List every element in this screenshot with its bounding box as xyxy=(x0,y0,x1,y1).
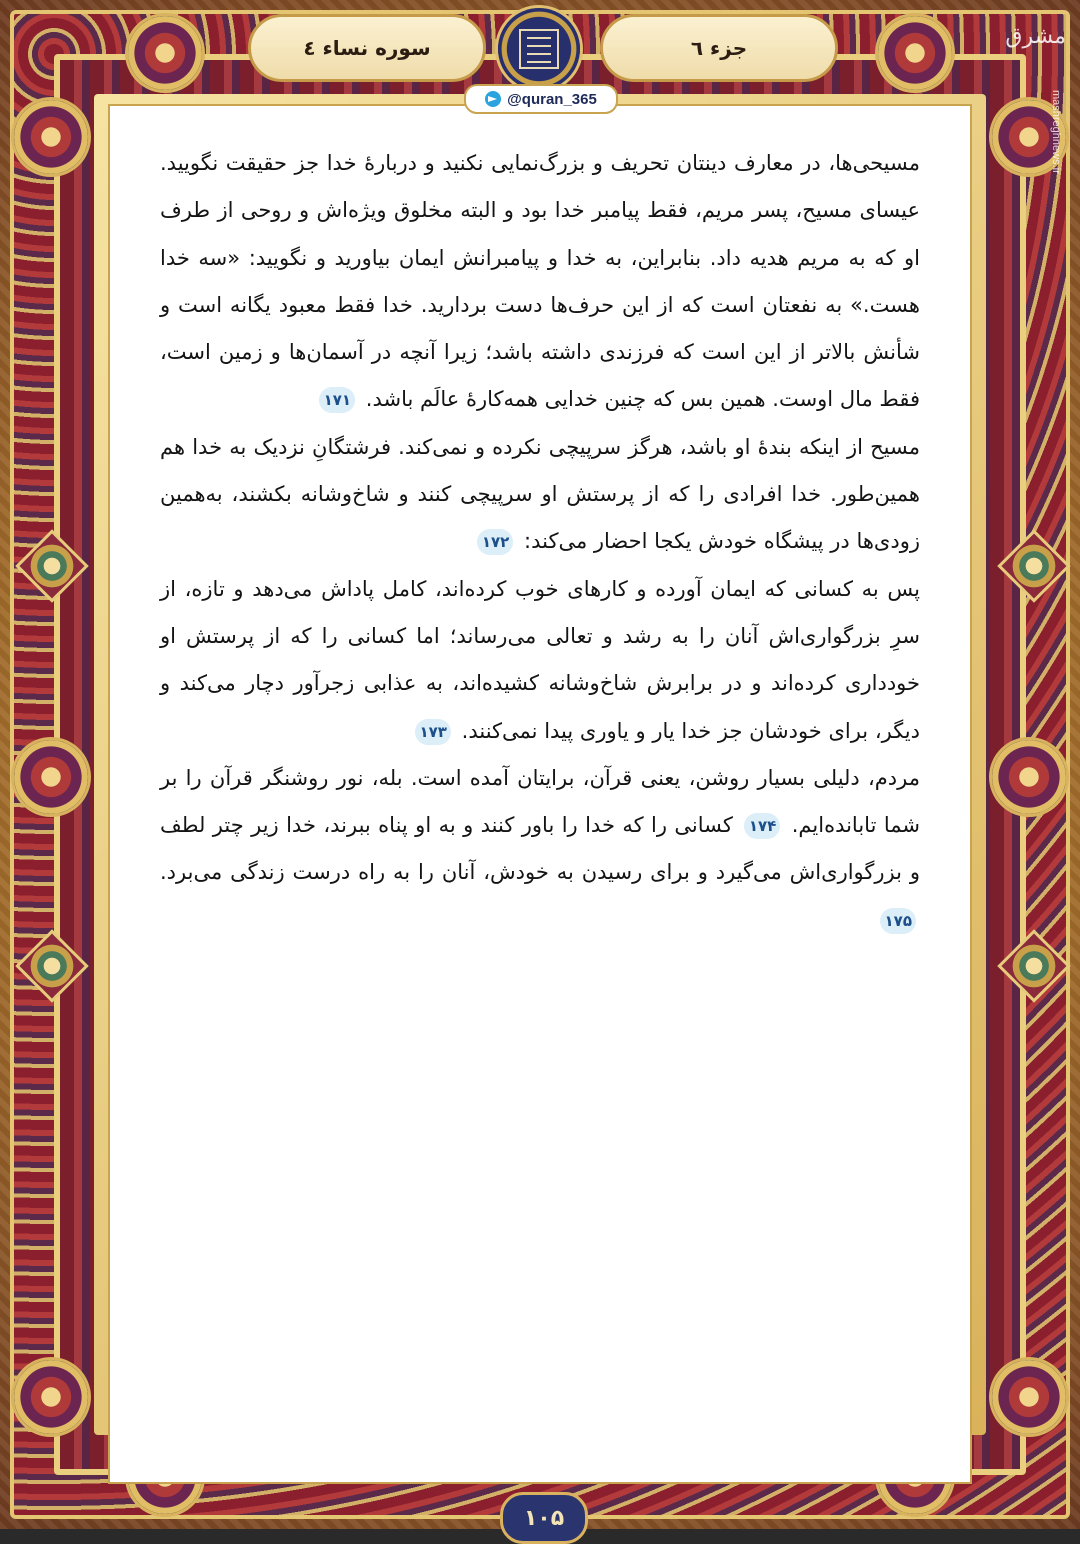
paragraph-text: پس به کسانی که ایمان آورده و کارهای خوب کرده‌اند، کامل پاداش می‌دهد و تازه، از سرِ بزرگواری‌اش آنان را به رشد و تعالی می‌رساند؛ اما کسانی را که از پرستش او خودداری کرده‌اند و در برابرش شاخ‌وشانه کشیده‌اند، به عذابی زجرآور دچار می‌کند و دیگر، برای خودشان جز خدا یار و یاوری پیدا نمی‌کنند. xyxy=(160,576,920,743)
channel-handle: @quran_365 xyxy=(507,90,597,108)
watermark-logo: مشرق xyxy=(1005,24,1066,49)
channel-tag[interactable] xyxy=(464,84,618,114)
paragraph xyxy=(160,140,920,424)
paragraph-text: مردم، دلیلی بسیار روشن، یعنی قرآن، برایتان آمده است. بله، نور روشنگر قرآن را بر شما تابانده‌ایم. xyxy=(160,765,920,838)
paragraph xyxy=(160,424,920,566)
verse-number-badge: ۱۷۱ xyxy=(319,387,355,413)
juz-label: جزء ٦ xyxy=(600,14,838,82)
surah-label: سوره نساء ٤ xyxy=(248,14,486,82)
corner-medallion-icon xyxy=(14,1360,88,1434)
paragraph-text: مسیحی‌ها، در معارف دینتان تحریف و بزرگ‌نمایی نکنید و دربارهٔ خدا جز حقیقت نگویید. عیسای مسیح، پسر مریم، فقط پیامبر خدا بود و البته مخلوق ویژه‌اش و روحی از طرف او که به مریم هدیه داد. بنابراین، به خدا و پیامبرانش ایمان بیاورید و نگویید: «سه خدا هست.» به نفعتان است که از این حرف‌ها دست بردارید. خدا فقط معبود یگانه است و شأنش بالاتر از این است که فرزندی داشته باشد؛ زیرا آنچه در آسمان‌ها و زمین است، فقط مال اوست. همین بس که چنین خدایی همه‌کارهٔ عالَم باشد. xyxy=(160,151,920,412)
paragraph-text: کسانی را که خدا را باور کنند و به او پناه ببرند، خدا زیر چتر لطف و بزرگواری‌اش می‌گیرد و برای رسیدن به خودش، آنان را به راه درست زندگی می‌برد. xyxy=(160,813,920,885)
verse-number-badge: ۱۷۵ xyxy=(880,908,916,934)
corner-medallion-icon xyxy=(128,16,202,90)
verse-number-badge: ۱۷۲ xyxy=(477,529,513,555)
kufic-emblem-icon xyxy=(498,8,580,90)
side-medallion-icon xyxy=(992,740,1066,814)
emblem-glyph xyxy=(519,29,559,69)
corner-medallion-icon xyxy=(14,100,88,174)
side-medallion-icon xyxy=(14,740,88,814)
translation-text xyxy=(160,140,920,944)
page-number: ۱۰۵ xyxy=(500,1492,588,1544)
corner-medallion-icon xyxy=(878,16,952,90)
verse-number-badge: ۱۷۳ xyxy=(415,719,451,745)
watermark-url: mashreghnews.ir xyxy=(1050,90,1062,174)
paragraph xyxy=(160,566,920,755)
paragraph xyxy=(160,755,920,944)
paragraph-text: مسیح از اینکه بندهٔ او باشد، هرگز سرپیچی نکرده و نمی‌کند. فرشتگانِ نزدیک به خدا هم همین‌طور. خدا افرادی را که از پرستش او سرپیچی کنند و شاخ‌وشانه بکشند، به‌همین زودی‌ها در پیشگاه خودش یکجا احضار می‌کند: xyxy=(160,434,920,554)
telegram-icon xyxy=(485,91,501,107)
verse-number-badge: ۱۷۴ xyxy=(744,813,780,839)
corner-medallion-icon xyxy=(992,1360,1066,1434)
